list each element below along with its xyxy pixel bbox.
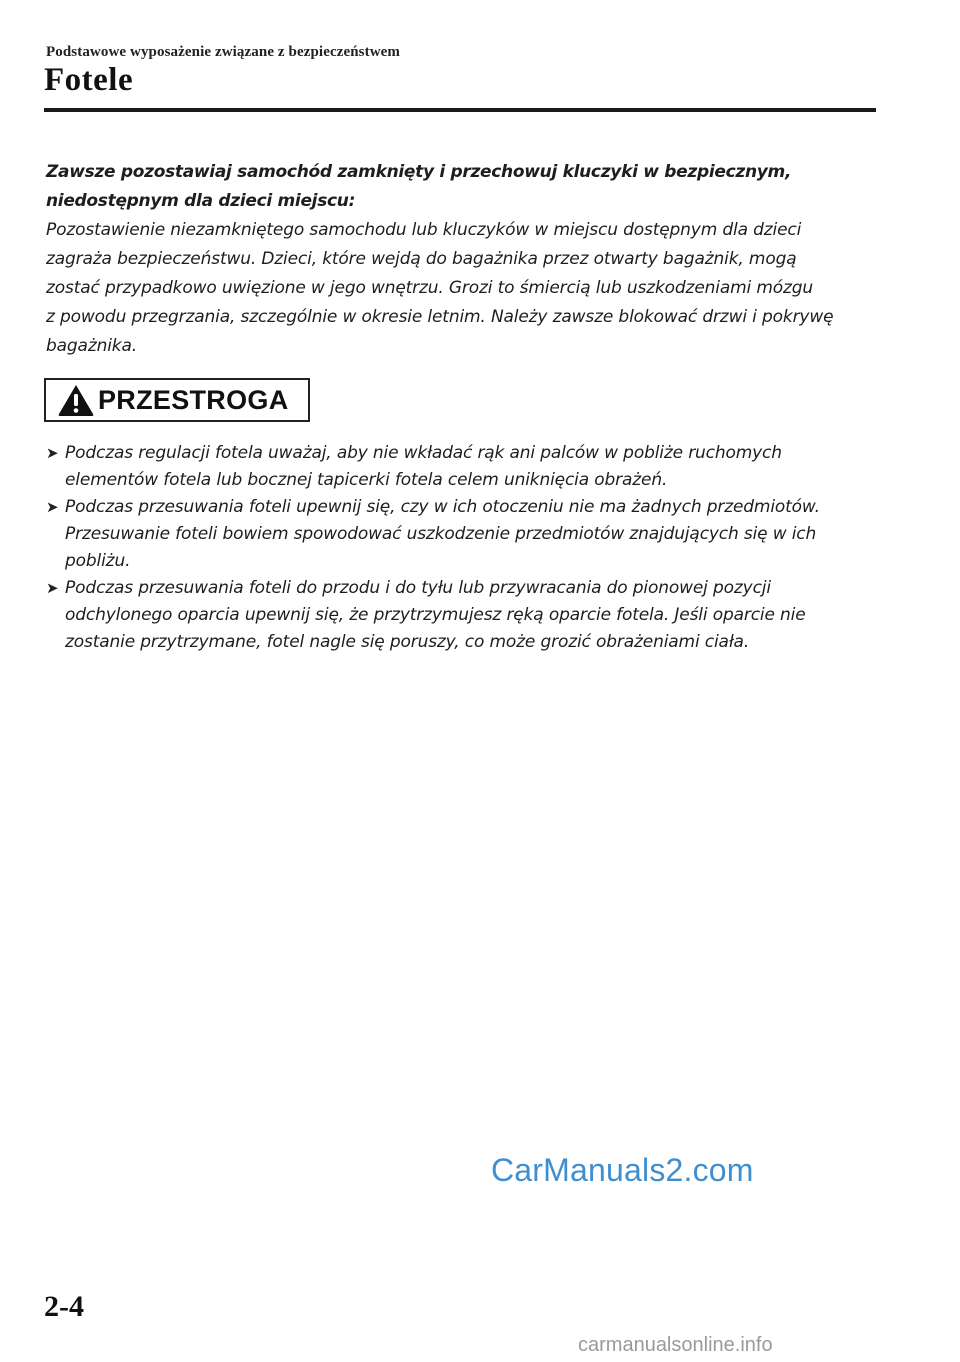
warning-heading [46,158,886,216]
caution-item [46,494,886,575]
page-number: 2-4 [44,1290,84,1323]
caution-item [46,575,886,656]
caution-label: PRZESTROGA [98,384,289,415]
arrow-right-bullet-icon: ➤ [46,498,59,516]
footer-site-link[interactable]: carmanualsonline.info [578,1334,773,1356]
warning-heading-line: Zawsze pozostawiaj samochód zamknięty i przechowuj kluczyki w bezpiecznym, [46,162,792,182]
caution-item-line: odchylonego oparcia upewnij się, że przytrzymujesz ręką oparcie fotela. Jeśli oparcie nie [65,605,806,625]
title-rule [44,108,876,112]
caution-item-line: Przesuwanie foteli bowiem spowodować uszkodzenie przedmiotów znajdujących się w ich [65,524,817,544]
watermark-link[interactable]: CarManuals2.com [491,1152,754,1188]
warning-body [46,216,886,361]
warning-heading-line: niedostępnym dla dzieci miejscu: [46,191,356,211]
warning-body-line: Pozostawienie niezamkniętego samochodu lub kluczyków w miejscu dostępnym dla dzieci [46,220,802,240]
arrow-right-bullet-icon: ➤ [46,579,59,597]
warning-body-line: bagażnika. [46,336,138,356]
warning-body-line: zostać przypadkowo uwięzione w jego wnętrzu. Grozi to śmiercią lub uszkodzeniami mózgu [46,278,814,298]
caution-item [46,440,886,494]
caution-item-line: pobliżu. [65,551,131,571]
caution-item-line: Podczas przesuwania foteli upewnij się, czy w ich otoczeniu nie ma żadnych przedmiotów. [65,497,820,517]
warning-triangle-icon [56,380,96,420]
caution-item-line: elementów fotela lub bocznej tapicerki fotela celem uniknięcia obrażeń. [65,470,668,490]
page-title: Fotele [44,62,134,98]
caution-list [46,440,886,656]
warning-body-line: zagraża bezpieczeństwu. Dzieci, które wejdą do bagażnika przez otwarty bagażnik, mogą [46,249,797,269]
arrow-right-bullet-icon: ➤ [46,444,59,462]
caution-item-line: zostanie przytrzymane, fotel nagle się poruszy, co może grozić obrażeniami ciała. [65,632,750,652]
caution-item-line: Podczas regulacji fotela uważaj, aby nie wkładać rąk ani palców w pobliże ruchomych [65,443,782,463]
section-label: Podstawowe wyposażenie związane z bezpieczeństwem [46,44,400,60]
warning-body-line: z powodu przegrzania, szczególnie w okresie letnim. Należy zawsze blokować drzwi i pokrywę [46,307,834,327]
caution-item-line: Podczas przesuwania foteli do przodu i do tyłu lub przywracania do pionowej pozycji [65,578,771,598]
caution-box [44,378,310,422]
